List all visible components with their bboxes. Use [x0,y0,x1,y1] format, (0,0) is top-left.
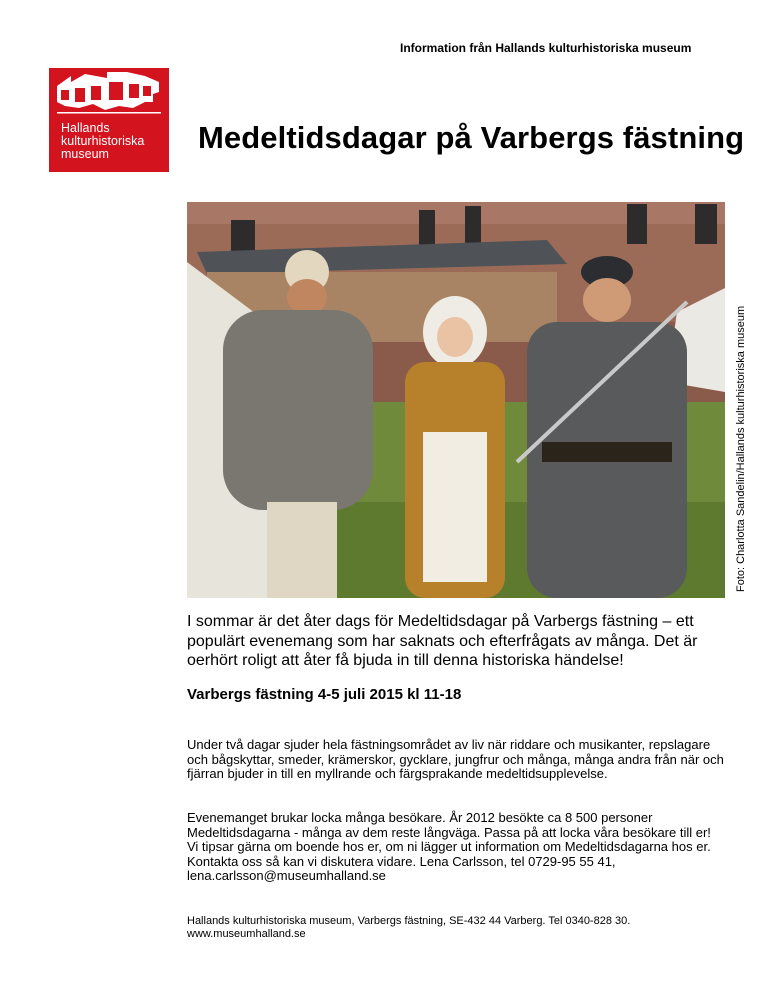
footer-website[interactable]: www.museumhalland.se [187,927,306,940]
event-datetime: Varbergs fästning 4-5 juli 2015 kl 11-18 [187,686,462,703]
footer-address: Hallands kulturhistoriska museum, Varbergs fästning, SE-432 44 Varberg. Tel 0340-828 30. [187,915,631,927]
event-photo [187,202,725,598]
intro-text: I sommar är det åter dags för Medeltidsdagar på Varbergs fästning – ett populärt evenemang som har saknats och efterfrågats av många. Det är oerhört roligt att åter få bjuda in till denna historiska händelse! [187,613,698,669]
header-info: Information från Hallands kulturhistoriska museum [400,41,692,55]
body-paragraph-2a: Evenemanget brukar locka många besökare. År 2012 besökte ca 8 500 personer Medeltidsdagarna - många av dem reste långväga. Passa på att locka våra besökare till er! [187,810,711,840]
logo-line-3: museum [61,147,109,161]
logo-text [61,122,144,161]
body-paragraph-2 [187,811,732,884]
photo-credit: Foto: Charlotta Sandelin/Hallands kulturhistoriska museum [735,305,747,592]
medieval-people-photo [187,202,725,598]
page-title: Medeltidsdagar på Varbergs fästning [198,120,745,155]
footer [187,915,630,940]
body-paragraph-1: Under två dagar sjuder hela fästningsområdet av liv när riddare och musikanter, repslagare och bågskyttar, smeder, krämerskor, gycklare, jungfrur och många, många andra från när och fjärran bjuder in till en myllrande och färgsprakande medeltidsupplevelse. [187,737,724,782]
logo-line-1: Hallands [61,121,110,135]
logo-line-2: kulturhistoriska [61,134,145,148]
body-paragraph-2b: Vi tipsar gärna om boende hos er, om ni lägger ut information om Medeltidsdagarna hos er. Kontakta oss så kan vi diskutera vidare. Lena Carlsson, tel 0729-95 55 41, lena.carlsson@museumhalland.se [187,839,711,884]
